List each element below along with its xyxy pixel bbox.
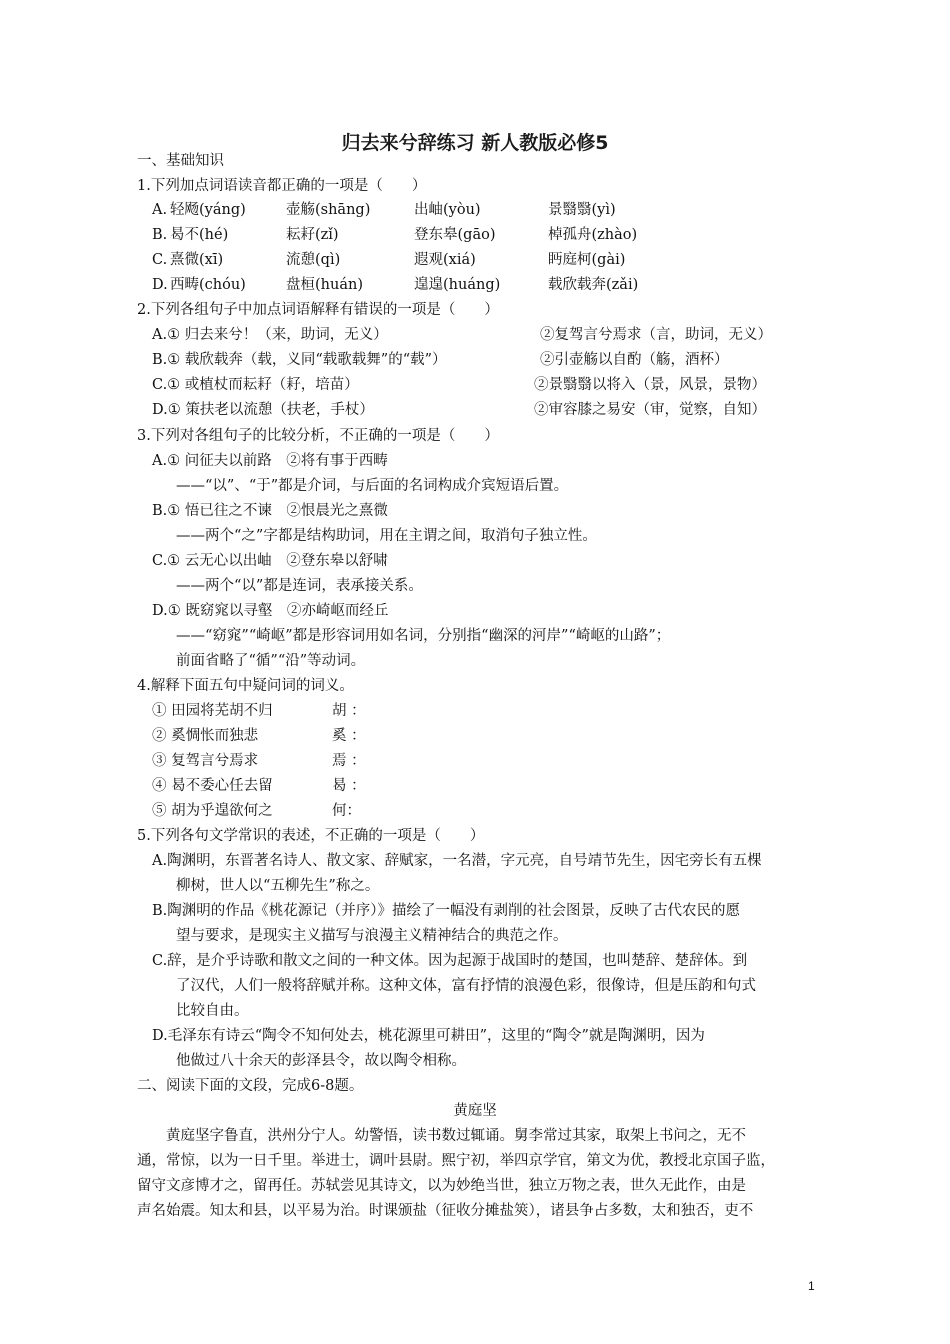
q1-a-item1: 轻飏(yáng): [170, 202, 246, 218]
q2-option-b-left: B.① 载欣载奔（载，义同“载歌载舞”的“载”）: [152, 352, 447, 368]
option-label: A.: [152, 202, 168, 218]
question-1-stem: 1.下列加点词语读音都正确的一项是（ ）: [137, 178, 427, 194]
q4-word-2: 奚 ：: [332, 728, 366, 744]
passage-line: 声名始震。知太和县，以平易为治。时课颁盐（征收分摊盐筴），诸县争占多数，太和独否，吏不: [137, 1203, 754, 1219]
q3-option-a: A.① 问征夫以前路 ②将有事于西畴: [152, 453, 388, 469]
option-label: D.: [152, 277, 168, 293]
q1-d-item1: 西畴(chóu): [170, 277, 246, 293]
q5-option-b: B.陶渊明的作品《桃花源记（并序）》描绘了一幅没有剥削的社会图景，反映了古代农民的愿: [152, 903, 741, 919]
q2-option-d-left: D.① 策扶老以流憩（扶老，手杖）: [152, 402, 374, 418]
q1-c-item4: 眄庭柯(gài): [548, 252, 626, 268]
q1-c-item2: 流憩(qì): [286, 252, 341, 268]
q1-d-item2: 盘桓(huán): [286, 277, 363, 293]
q4-sentence-2: ② 奚惆怅而独悲: [152, 728, 259, 744]
passage-line: 黄庭坚字鲁直，洪州分宁人。幼警悟，读书数过辄诵。舅李常过其家，取架上书问之，无不: [166, 1128, 746, 1144]
q3-option-d: D.① 既窈窕以寻壑 ②亦崎岖而经丘: [152, 603, 389, 619]
page-number: 1: [808, 1279, 815, 1293]
passage-line: 通，常惊，以为一日千里。举进士，调叶县尉。熙宁初，举四京学官，第文为优，教授北京国子监，: [137, 1153, 775, 1169]
q5-option-c: C.辞，是介乎诗歌和散文之间的一种文体。因为起源于战国时的楚国，也叫楚辞、楚辞体。到: [152, 953, 748, 969]
q2-option-a-left: A.① 归去来兮！（来，助词，无义）: [152, 327, 388, 343]
page-title: 归去来兮辞练习 新人教版必修5: [341, 132, 609, 154]
passage-title: 黄庭坚: [453, 1103, 497, 1119]
q1-a-item3: 出岫(yòu): [414, 202, 481, 218]
q1-a-item2: 壶觞(shāng): [286, 202, 371, 218]
q4-sentence-4: ④ 曷不委心任去留: [152, 778, 273, 794]
q4-word-5: 何：: [332, 803, 361, 819]
q1-a-item4: 景翳翳(yì): [548, 202, 616, 218]
q3-option-c: C.① 云无心以出岫 ②登东皋以舒啸: [152, 553, 388, 569]
question-4-stem: 4.解释下面五句中疑问词的词义。: [137, 678, 354, 694]
option-label: C.: [152, 252, 168, 268]
q5-option-c-cont2: 比较自由。: [176, 1003, 249, 1019]
q1-d-item4: 载欣载奔(zǎi): [548, 277, 639, 293]
q3-analysis-b: ——两个“之”字都是结构助词，用在主谓之间，取消句子独立性。: [176, 528, 597, 544]
q1-b-item4: 棹孤舟(zhào): [548, 227, 638, 243]
q4-sentence-3: ③ 复驾言兮焉求: [152, 753, 259, 769]
q1-b-item1: 曷不(hé): [170, 227, 229, 243]
q1-c-item1: 熹微(xī): [170, 252, 224, 268]
section-heading-reading: 二、阅读下面的文段，完成6-8题。: [137, 1078, 364, 1094]
q3-option-b: B.① 悟已往之不谏 ②恨晨光之熹微: [152, 503, 388, 519]
q5-option-d: D.毛泽东有诗云“陶令不知何处去，桃花源里可耕田”，这里的“陶令”就是陶渊明，因为: [152, 1028, 705, 1044]
q1-c-item3: 遐观(xiá): [414, 252, 476, 268]
question-5-stem: 5.下列各句文学常识的表述，不正确的一项是（ ）: [137, 828, 485, 844]
q3-analysis-a: ——“以”、“于”都是介词，与后面的名词构成介宾短语后置。: [176, 478, 569, 494]
q4-word-1: 胡 ：: [332, 703, 366, 719]
q5-option-a-cont: 柳树，世人以“五柳先生”称之。: [176, 878, 380, 894]
q1-b-item2: 耘耔(zǐ): [286, 227, 339, 243]
q2-option-a-right: ②复驾言兮焉求（言，助词，无义）: [540, 327, 772, 343]
question-3-stem: 3.下列对各组句子的比较分析，不正确的一项是（ ）: [137, 428, 499, 444]
q2-option-d-right: ②审容膝之易安（审，觉察，自知）: [534, 402, 766, 418]
question-2-stem: 2.下列各组句子中加点词语解释有错误的一项是（ ）: [137, 302, 499, 318]
section-heading-basics: 一、基础知识: [137, 153, 224, 169]
q3-analysis-d-cont: 前面省略了“循”“沿”等动词。: [176, 653, 366, 669]
q4-sentence-5: ⑤ 胡为乎遑欲何之: [152, 803, 273, 819]
q2-option-c-left: C.① 或植杖而耘耔（耔，培苗）: [152, 377, 359, 393]
q3-analysis-d: ——“窈窕”“崎岖”都是形容词用如名词，分别指“幽深的河岸”“崎岖的山路”；: [176, 628, 671, 644]
passage-line: 留守文彦博才之，留再任。苏轼尝见其诗文，以为妙绝当世，独立万物之表，世久无此作，由是: [137, 1178, 746, 1194]
q4-sentence-1: ① 田园将芜胡不归: [152, 703, 273, 719]
q2-option-b-right: ②引壶觞以自酌（觞，酒杯）: [540, 352, 729, 368]
option-label: B.: [152, 227, 168, 243]
q2-option-c-right: ②景翳翳以将入（景，风景，景物）: [534, 377, 766, 393]
q5-option-a: A.陶渊明，东晋著名诗人、散文家、辞赋家，一名潜，字元亮，自号靖节先生，因宅旁长有五棵: [152, 853, 762, 869]
q1-b-item3: 登东皋(gāo): [414, 227, 496, 243]
q5-option-c-cont1: 了汉代，人们一般将辞赋并称。这种文体，富有抒情的浪漫色彩，很像诗，但是压韵和句式: [176, 978, 756, 994]
q5-option-d-cont: 他做过八十余天的彭泽县令，故以陶令相称。: [176, 1053, 466, 1069]
q3-analysis-c: ——两个“以”都是连词，表承接关系。: [176, 578, 423, 594]
q1-d-item3: 遑遑(huáng): [414, 277, 501, 293]
q4-word-3: 焉 ：: [332, 753, 366, 769]
q5-option-b-cont: 望与要求，是现实主义描写与浪漫主义精神结合的典范之作。: [176, 928, 568, 944]
q4-word-4: 曷 ：: [332, 778, 366, 794]
